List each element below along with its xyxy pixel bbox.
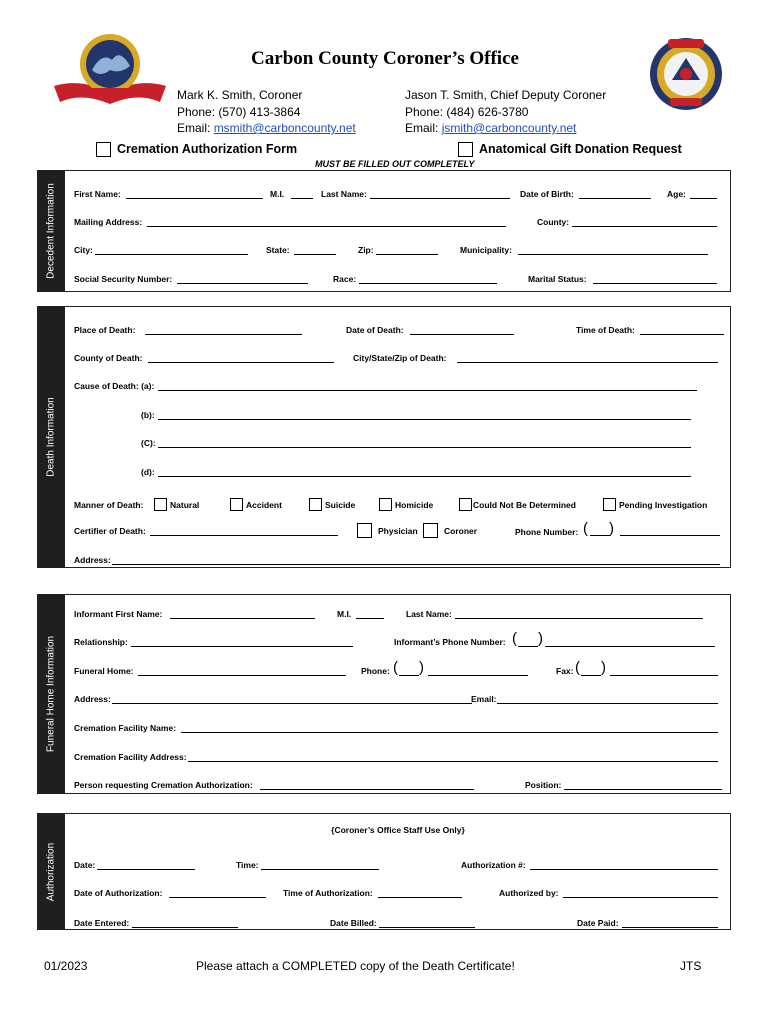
manner-natural-checkbox[interactable] — [154, 498, 167, 511]
requester-field[interactable] — [260, 789, 474, 790]
cause-b-label: (b): — [141, 410, 155, 420]
coroner-checkbox[interactable] — [423, 523, 438, 538]
certifier-phone-open-paren: ( — [583, 520, 588, 537]
certifier-phone-close-paren: ) — [609, 520, 614, 537]
city-state-zip-label: City/State/Zip of Death: — [353, 353, 447, 363]
zip-field[interactable] — [376, 254, 438, 255]
auth-time-label: Time: — [236, 860, 259, 870]
fax-area-code-field[interactable] — [581, 675, 601, 676]
cremation-checkbox[interactable] — [96, 142, 111, 157]
age-field[interactable] — [690, 198, 717, 199]
county-label: County: — [537, 217, 570, 227]
city-label: City: — [74, 245, 93, 255]
zip-label: Zip: — [358, 245, 374, 255]
time-of-death-label: Time of Death: — [576, 325, 635, 335]
must-fill-note: MUST BE FILLED OUT COMPLETELY — [315, 159, 475, 169]
manner-accident-checkbox[interactable] — [230, 498, 243, 511]
funeral-phone-close-paren: ) — [419, 659, 424, 676]
page-title: Carbon County Coroner’s Office — [251, 48, 519, 69]
footer-note: Please attach a COMPLETED copy of the Death Certificate! — [196, 959, 515, 973]
first-name-label: First Name: — [74, 189, 121, 199]
certifier-phone-label: Phone Number: — [515, 527, 579, 537]
mi-label: M.I. — [270, 189, 285, 199]
municipality-field[interactable] — [518, 254, 708, 255]
requester-label: Person requesting Cremation Authorization: — [74, 780, 253, 790]
deputy-phone: Phone: (484) 626-3780 — [405, 104, 529, 119]
time-of-death-field[interactable] — [640, 334, 724, 335]
cause-c-label: (C): — [141, 438, 156, 448]
manner-accident-label: Accident — [246, 500, 282, 510]
date-billed-label: Date Billed: — [330, 918, 377, 928]
decedent-band: Decedent Information — [37, 170, 65, 292]
auth-date-label: Date: — [74, 860, 96, 870]
facility-name-label: Cremation Facility Name: — [74, 723, 177, 733]
staff-use-note: {Coroner’s Office Staff Use Only} — [331, 825, 465, 835]
municipality-label: Municipality: — [460, 245, 512, 255]
certifier-area-code-field[interactable] — [590, 535, 610, 536]
fax-close-paren: ) — [601, 659, 606, 676]
cause-d-label: (d): — [141, 467, 155, 477]
auth-number-field[interactable] — [530, 869, 718, 870]
funeral-email-label: Email: — [471, 694, 497, 704]
informant-first-label: Informant First Name: — [74, 609, 163, 619]
first-name-field[interactable] — [126, 198, 263, 199]
mailing-field[interactable] — [147, 226, 506, 227]
manner-label: Manner of Death: — [74, 500, 144, 510]
footer-initials: JTS — [680, 959, 702, 973]
authorization-band: Authorization — [37, 813, 65, 930]
marital-label: Marital Status: — [528, 274, 587, 284]
certifier-label: Certifier of Death: — [74, 526, 146, 536]
funeral-phone-field[interactable] — [428, 675, 528, 676]
auth-number-label: Authorization #: — [461, 860, 526, 870]
manner-homicide-label: Homicide — [395, 500, 434, 510]
county-of-death-field[interactable] — [148, 362, 334, 363]
date-of-auth-field[interactable] — [169, 897, 266, 898]
cause-c-field[interactable] — [158, 447, 691, 448]
gift-checkbox[interactable] — [458, 142, 473, 157]
certifier-field[interactable] — [150, 535, 338, 536]
cause-a-field[interactable] — [158, 390, 697, 391]
date-paid-field[interactable] — [622, 927, 718, 928]
dob-field[interactable] — [579, 198, 651, 199]
footer-date: 01/2023 — [44, 959, 88, 973]
last-name-label: Last Name: — [321, 189, 367, 199]
funeral-address-field[interactable] — [112, 703, 472, 704]
place-of-death-label: Place of Death: — [74, 325, 136, 335]
manner-natural-label: Natural — [170, 500, 200, 510]
date-of-death-field[interactable] — [410, 334, 514, 335]
funeral-phone-open-paren: ( — [393, 659, 398, 676]
informant-phone-open-paren: ( — [512, 630, 517, 647]
mailing-label: Mailing Address: — [74, 217, 143, 227]
funeral-email-field[interactable] — [497, 703, 718, 704]
funeral-address-label: Address: — [74, 694, 111, 704]
informant-area-code-field[interactable] — [518, 646, 538, 647]
informant-mi-label: M.I. — [337, 609, 352, 619]
mi-field[interactable] — [291, 198, 313, 199]
relationship-field[interactable] — [131, 646, 353, 647]
funeral-area-code-field[interactable] — [399, 675, 419, 676]
funeral-home-field[interactable] — [138, 675, 346, 676]
date-paid-label: Date Paid: — [577, 918, 619, 928]
state-field[interactable] — [294, 254, 336, 255]
auth-date-field[interactable] — [97, 869, 195, 870]
marital-field[interactable] — [593, 283, 717, 284]
manner-pending-checkbox[interactable] — [603, 498, 616, 511]
physician-label: Physician — [378, 526, 418, 536]
race-label: Race: — [333, 274, 357, 284]
funeral-home-label: Funeral Home: — [74, 666, 134, 676]
fax-label: Fax: — [556, 666, 574, 676]
auth-time-field[interactable] — [261, 869, 379, 870]
dob-label: Date of Birth: — [520, 189, 574, 199]
date-entered-field[interactable] — [132, 927, 238, 928]
informant-last-field[interactable] — [455, 618, 703, 619]
manner-suicide-label: Suicide — [325, 500, 356, 510]
cause-a-label: Cause of Death: (a): — [74, 381, 155, 391]
position-label: Position: — [525, 780, 562, 790]
coroner-phone: Phone: (570) 413-3864 — [177, 104, 301, 119]
cause-b-field[interactable] — [158, 419, 691, 420]
coroner-contact — [177, 87, 356, 137]
date-of-death-label: Date of Death: — [346, 325, 404, 335]
funeral-phone-label: Phone: — [361, 666, 390, 676]
informant-first-field[interactable] — [170, 618, 315, 619]
gift-form-label: Anatomical Gift Donation Request — [479, 142, 682, 156]
date-entered-label: Date Entered: — [74, 918, 130, 928]
certifier-phone-field[interactable] — [620, 535, 720, 536]
last-name-field[interactable] — [370, 198, 510, 199]
relationship-label: Relationship: — [74, 637, 128, 647]
ssn-label: Social Security Number: — [74, 274, 173, 284]
deputy-email-label: Email: — [405, 121, 442, 135]
manner-suicide-checkbox[interactable] — [309, 498, 322, 511]
age-label: Age: — [667, 189, 686, 199]
authorized-by-label: Authorized by: — [499, 888, 559, 898]
informant-phone-close-paren: ) — [538, 630, 543, 647]
physician-checkbox[interactable] — [357, 523, 372, 538]
manner-undetermined-checkbox[interactable] — [459, 498, 472, 511]
deputy-name: Jason T. Smith, Chief Deputy Coroner — [405, 88, 607, 102]
coroner-name: Mark K. Smith, Coroner — [177, 88, 303, 102]
county-of-death-label: County of Death: — [74, 353, 143, 363]
funeral-band: Funeral Home Information — [37, 594, 65, 794]
informant-mi-field[interactable] — [356, 618, 384, 619]
death-band: Death Information — [37, 306, 65, 568]
certifier-address-label: Address: — [74, 555, 111, 565]
facility-name-field[interactable] — [181, 732, 718, 733]
deputy-contact — [405, 87, 606, 137]
state-label: State: — [266, 245, 290, 255]
informant-phone-field[interactable] — [545, 646, 715, 647]
ssn-field[interactable] — [177, 283, 308, 284]
fax-field[interactable] — [610, 675, 718, 676]
deputy-email-link[interactable]: jsmith@carboncounty.net — [441, 121, 577, 135]
facility-address-label: Cremation Facility Address: — [74, 752, 187, 762]
informant-phone-label: Informant’s Phone Number: — [394, 637, 506, 647]
cause-d-field[interactable] — [158, 476, 691, 477]
city-field[interactable] — [95, 254, 248, 255]
position-field[interactable] — [564, 789, 722, 790]
coroner-label: Coroner — [444, 526, 478, 536]
cremation-form-label: Cremation Authorization Form — [117, 142, 298, 156]
time-of-auth-label: Time of Authorization: — [283, 888, 373, 898]
county-field[interactable] — [572, 226, 717, 227]
certifier-address-field[interactable] — [112, 564, 720, 565]
date-billed-field[interactable] — [379, 927, 475, 928]
fax-open-paren: ( — [575, 659, 580, 676]
city-state-zip-field[interactable] — [457, 362, 718, 363]
manner-homicide-checkbox[interactable] — [379, 498, 392, 511]
informant-last-label: Last Name: — [406, 609, 452, 619]
coroner-email-label: Email: — [177, 121, 214, 135]
date-of-auth-label: Date of Authorization: — [74, 888, 163, 898]
time-of-auth-field[interactable] — [378, 897, 462, 898]
coroner-email-link[interactable]: msmith@carboncounty.net — [213, 121, 356, 135]
authorized-by-field[interactable] — [563, 897, 718, 898]
manner-undetermined-label: Could Not Be Determined — [473, 500, 576, 510]
manner-pending-label: Pending Investigation — [619, 500, 708, 510]
facility-address-field[interactable] — [188, 761, 718, 762]
place-of-death-field[interactable] — [145, 334, 302, 335]
race-field[interactable] — [359, 283, 497, 284]
funeral-section — [37, 594, 731, 794]
